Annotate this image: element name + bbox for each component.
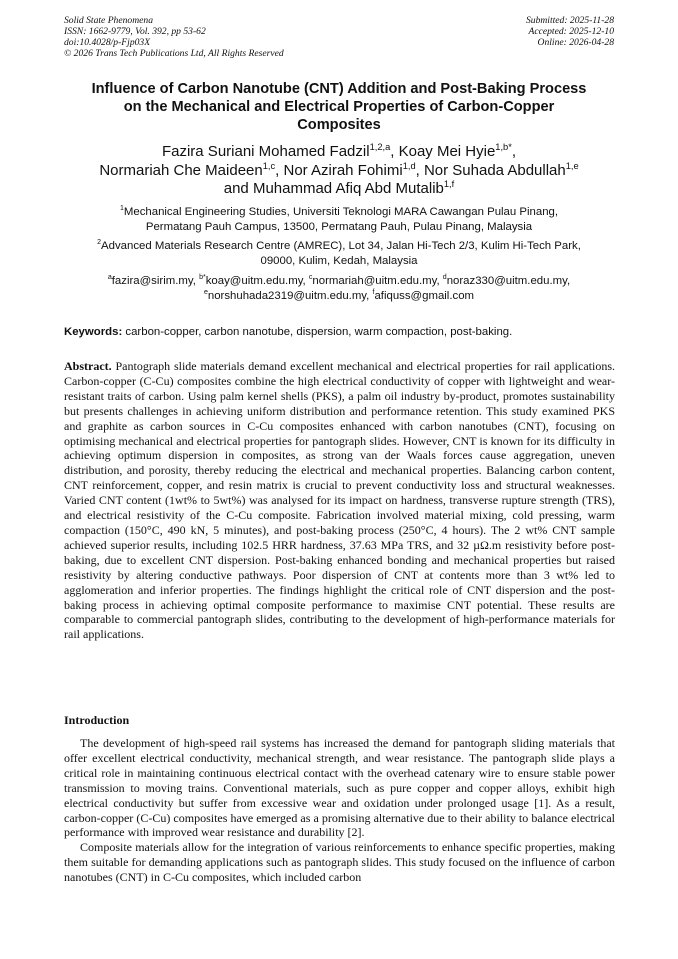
author-name: Nor Azirah Fohimi <box>283 161 403 179</box>
affiliation-line: Permatang Pauh Campus, 13500, Permatang Pauh, Pulau Pinang, Malaysia <box>145 221 533 233</box>
affiliation-line: Mechanical Engineering Studies, Universiti Teknologi MARA Cawangan Pulau Pinang, <box>123 206 559 218</box>
email-address: norshuhada2319@uitm.edu.my, <box>207 290 370 302</box>
affiliation-2 <box>40 239 638 269</box>
journal-header-left <box>64 15 284 59</box>
author-affiliation-mark: 1,f <box>443 179 455 189</box>
affiliation-number: 2 <box>97 239 102 247</box>
email-address: noraz330@uitm.edu.my, <box>446 275 571 287</box>
email-mark: c <box>308 274 313 282</box>
author-affiliation-mark: 1,e <box>565 160 579 171</box>
title-line-3: Composites <box>297 117 381 133</box>
author-affiliation-mark: 1,2,a <box>369 142 391 152</box>
journal-issn: ISSN: 1662-9779, Vol. 392, pp 53-62 <box>64 26 206 37</box>
author-list: Fazira Suriani Mohamed Fadzil$^{1,2,a}$, Koay Mei Hyie$^{1,b*}$, Normariah Che Maideen$^{1,c}$, Nor Azirah Fohimi$^{1,d}$, Nor Suhada Abdullah$^{1,e}$ and Muhammad Afiq Abd Mutalib$^{1,f}$ <box>99 142 579 197</box>
online-date: Online: 2026-04-28 <box>537 37 614 48</box>
affiliation-number: 1 <box>119 205 124 213</box>
affiliation-line: Advanced Materials Research Centre (AMREC), Lot 34, Jalan Hi-Tech 2/3, Kulim Hi-Tech Park, <box>101 240 581 252</box>
journal-copyright: © 2026 Trans Tech Publications Ltd, All Rights Reserved <box>64 48 284 59</box>
email-mark: e <box>203 289 208 297</box>
author-conjunction: and <box>223 180 249 197</box>
author-affiliation-mark: 1,b* <box>495 142 512 152</box>
intro-paragraph-2: Composite materials allow for the integration of various reinforcements to enhance specific properties, making them suitable for demanding applications such as pantograph slides. This study focused on the influence of carbon nanotubes (CNT) in C-Cu composites, which included carbon <box>64 840 615 885</box>
email-mark: f <box>372 289 375 297</box>
email-mark: d <box>442 274 447 282</box>
title-line-2: on the Mechanical and Electrical Properties of Carbon-Copper <box>123 99 555 115</box>
introduction-body <box>64 736 615 885</box>
author-affiliation-mark: 1,c <box>262 160 276 171</box>
author-affiliation-mark: 1,d <box>402 160 416 171</box>
journal-name: Solid State Phenomena <box>64 15 153 26</box>
abstract-text: Pantograph slide materials demand excellent mechanical and electrical properties for rail applications. Carbon-copper (C-Cu) composites combine the high electrical conductivity of copper with lightweight and wear-resistant traits of carbon. Using palm kernel shells (PKS), a palm oil industry by-product, promotes sustainability but presents challenges in achieving uniform distribution and performance retention. This study examined PKS and graphite as carbon sources in C-Cu composites enhanced with carbon nanotubes (CNT), focusing on optimising mechanical and electrical properties for pantograph slides. However, CNT is known for its difficulty in achieving optimum dispersion in composites, as strong van der Waals forces cause aggregation, uneven distribution, and porosity, thereby reducing the electrical and mechanical properties. Balancing carbon content, CNT reinforcement, copper, and resin matrix is crucial to prevent conductivity loss and structural weaknesses. Varied CNT content (1wt% to 5wt%) was analysed for its impact on hardness, transverse rupture strength (TRS), and electrical resistivity of the C-Cu composite. Fabrication involved material mixing, cold pressing, warm compaction (150°C, 490 kN, 5 minutes), and post-baking process (250°C, 4 hours). The 2 wt% CNT sample achieved superior results, including 102.5 HRR hardness, 37.63 MPa TRS, and 32 µΩ.m resistivity before post-baking, due to excellent CNT dispersion. Post-baking enhanced bonding and mechanical properties but raised resistivity by altering conductive pathways. Poor dispersion of CNT at contents more than 3 wt% led to agglomeration and inferior properties. The findings highlight the critical role of CNT dispersion and the post-baking process in achieving optimal composite performance to maximise CNT potential. These results are comparable to commercial pantograph slides, contributing to the development of high-performance materials for rail applications. <box>64 359 616 642</box>
email-address: fazira@sirim.my, <box>111 275 196 287</box>
author-name: Koay Mei Hyie <box>398 143 496 160</box>
journal-doi: doi:10.4028/p-Fjp03X <box>64 37 151 48</box>
accepted-date: Accepted: 2025-12-10 <box>528 26 614 37</box>
email-address: afiquss@gmail.com <box>374 290 475 302</box>
author-name: Muhammad Afiq Abd Mutalib <box>252 180 444 197</box>
title-line-1: Influence of Carbon Nanotube (CNT) Addition and Post-Baking Process <box>91 81 587 97</box>
journal-header-right <box>526 15 614 48</box>
intro-paragraph-1: The development of high-speed rail systems has increased the demand for pantograph sliding materials that offer excellent electrical conductivity, mechanical strength, and wear resistance. The pantograph slide plays a critical role in maintaining continuous electrical contact with the overhead catenary wire to ensure stable power transmission to moving trains. Conventional materials, such as pure copper and copper alloys, exhibit high electrical conductivity but suffer from excessive wear and oxidation under prolonged usage [1]. As a result, carbon-copper (C-Cu) composites have emerged as a promising alternative due to their ability to balance electrical performance with improved wear resistance and durability [2]. <box>64 736 615 840</box>
abstract-label: Abstract. <box>64 359 112 373</box>
keywords-label: Keywords: <box>64 326 123 338</box>
author-name: Fazira Suriani Mohamed Fadzil <box>161 143 370 160</box>
affiliation-1 <box>40 205 638 235</box>
keywords <box>64 325 616 339</box>
email-address: normariah@uitm.edu.my, <box>312 275 440 287</box>
keywords-text: carbon-copper, carbon nanotube, dispersion, warm compaction, post-baking. <box>125 326 513 338</box>
abstract <box>64 359 615 642</box>
affiliation-line: 09000, Kulim, Kedah, Malaysia <box>260 255 418 267</box>
email-mark: b* <box>199 274 206 282</box>
paper-title <box>40 80 638 134</box>
section-heading-introduction: Introduction <box>64 713 130 727</box>
email-address: koay@uitm.edu.my, <box>205 275 306 287</box>
author-name: Normariah Che Maideen <box>99 161 263 179</box>
email-mark: a <box>107 274 112 282</box>
author-name: Nor Suhada Abdullah <box>423 161 566 179</box>
author-emails <box>40 274 638 304</box>
submitted-date: Submitted: 2025-11-28 <box>525 15 614 26</box>
